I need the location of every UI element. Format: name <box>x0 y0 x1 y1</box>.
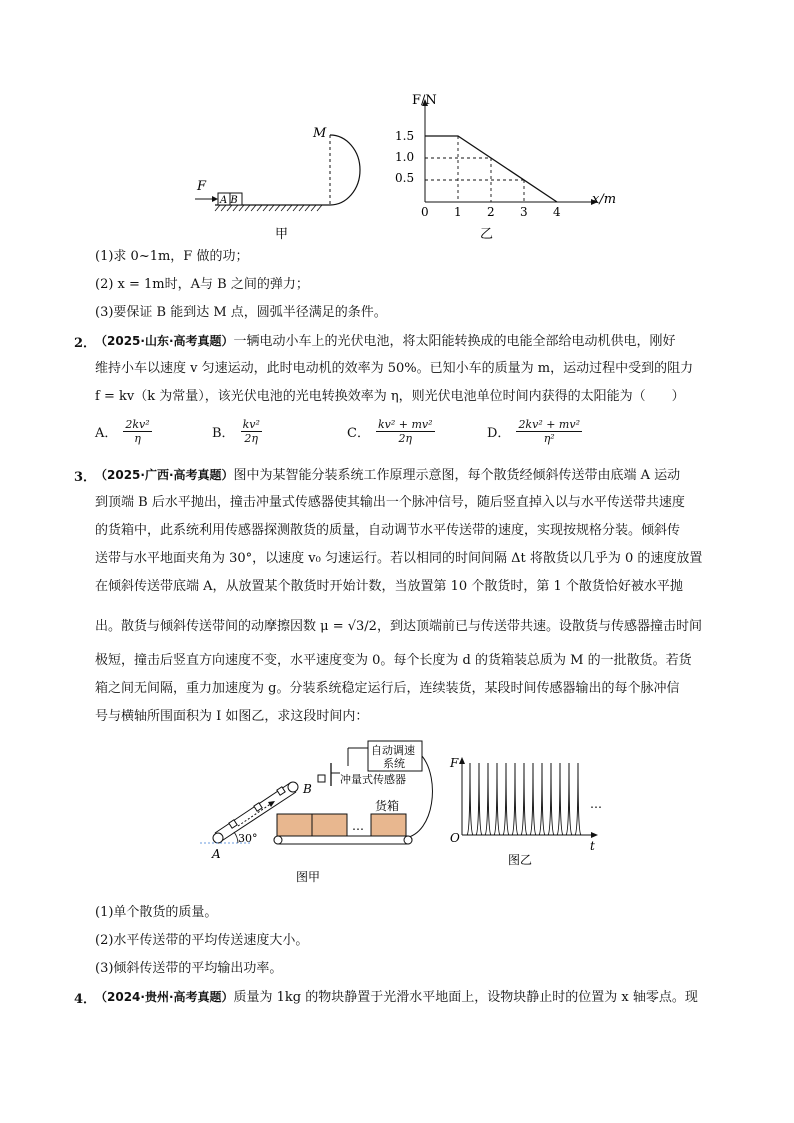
y-tick: 1.5 <box>395 129 415 143</box>
q3-part-2: (2)水平传送带的平均传送速度大小。 <box>95 933 309 948</box>
pulse <box>575 763 581 835</box>
x-axis-label: x/m <box>592 192 617 207</box>
pulse <box>566 763 572 835</box>
q2-option-d[interactable] <box>487 418 582 445</box>
graph-x-label: t <box>590 839 595 853</box>
pulse <box>548 763 554 835</box>
cargo-label: 货箱 <box>375 799 400 813</box>
option-fraction: $\frac{\text{kv² + mv²}}{2\eta}$ <box>377 418 433 445</box>
top-figure <box>180 90 640 240</box>
figure-jia-conveyor <box>200 741 432 884</box>
q3-line-1 <box>95 466 680 485</box>
graph-y-label: F <box>450 756 459 770</box>
caption-yi: 乙 <box>480 227 494 240</box>
y-tick: 0.5 <box>395 171 415 185</box>
q2-source: （2025·山东·高考真题） <box>95 334 234 348</box>
y-tick: 1.0 <box>395 150 415 164</box>
q3-line-6: 出。散货与倾斜传送带间的动摩擦因数 μ = √3/2，到达顶端前已与传送带共速。设散货与传感器撞击时间 <box>95 619 702 634</box>
pulse <box>503 763 509 835</box>
q2-line-2: 维持小车以速度 v 匀速运动，此时电动机的效率为 50%。已知小车的质量为 m，运动过程中受到的阻力 <box>95 361 694 376</box>
q4-source: （2024·贵州·高考真题） <box>95 990 234 1004</box>
option-letter: C． <box>347 426 370 441</box>
control-label-2: 系统 <box>383 757 405 770</box>
pulse <box>521 763 527 835</box>
q4-text-1: 质量为 1kg 的物块静置于光滑水平地面上，设物块静止时的位置为 x 轴零点。现 <box>233 990 698 1005</box>
x-tick: 2 <box>487 205 495 219</box>
q2-text-1: 一辆电动小车上的光伏电池，将太阳能转换成的电能全部给电动机供电，刚好 <box>233 334 676 349</box>
q3-part-1: (1)单个散货的质量。 <box>95 905 218 920</box>
q3-line-8: 箱之间无间隔，重力加速度为 g。分装系统稳定运行后，连续装货，某段时间传感器输出的每个脉冲信 <box>95 681 680 696</box>
cargo-box <box>277 814 312 836</box>
x-tick: 3 <box>520 205 528 219</box>
pulse <box>512 763 518 835</box>
q3-line-2: 到顶端 B 后水平抛出，撞击冲量式传感器使其输出一个脉冲信号，随后竖直掉入以与水平传送带共速度 <box>95 495 685 510</box>
option-fraction: $\frac{\text{2kv² + mv²}}{\text{η²}}$ <box>518 418 580 445</box>
pulse <box>557 763 563 835</box>
sensor-box <box>318 775 325 782</box>
option-letter: A． <box>95 426 118 441</box>
pulse-series <box>467 763 581 835</box>
q2-line-1 <box>95 332 676 351</box>
q3-number: 3． <box>74 470 97 485</box>
block-label: A B <box>220 195 238 206</box>
pulse <box>539 763 545 835</box>
x-tick: 0 <box>421 205 429 219</box>
cargo-box <box>371 814 406 836</box>
y-axis-label: F/N <box>412 93 437 108</box>
q3-text-1: 图中为某智能分装系统工作原理示意图，每个散货经倾斜传送带由底端 A 运动 <box>233 468 681 483</box>
option-letter: D． <box>487 426 511 441</box>
q3-line-9: 号与横轴所围面积为 I 如图乙，求这段时间内： <box>95 709 369 724</box>
figure-yi-graph <box>395 93 616 240</box>
q1-part-3: (3)要保证 B 能到达 M 点，圆弧半径满足的条件。 <box>95 305 387 320</box>
q4-line-1 <box>95 988 698 1007</box>
point-m: M <box>313 126 327 141</box>
force-label: F <box>197 179 207 194</box>
pulse <box>494 763 500 835</box>
option-letter: B． <box>212 426 235 441</box>
force-curve <box>425 136 557 202</box>
option-fraction: $\frac{\text{kv²}}{2\eta}$ <box>242 418 260 445</box>
pulse <box>476 763 482 835</box>
angle-label: 30° <box>238 832 258 845</box>
sensor-label: 冲量式传感器 <box>340 773 406 786</box>
q2-option-c[interactable] <box>347 418 435 445</box>
x-tick: 1 <box>454 205 462 219</box>
q3-figure <box>200 738 620 888</box>
q2-line-3: f = kv（k 为常量），该光伏电池的光电转换效率为 η，则光伏电池单位时间内获得的太阳能为（ ） <box>95 389 685 404</box>
caption-tu-yi: 图乙 <box>508 853 533 867</box>
q2-option-a[interactable] <box>95 418 152 445</box>
q4-number: 4． <box>74 992 97 1007</box>
semicircle-track <box>330 135 360 205</box>
q2-option-b[interactable] <box>212 418 262 445</box>
x-tick: 4 <box>553 205 561 219</box>
cargo-dots: … <box>352 819 364 833</box>
q1-part-1: (1)求 0~1m，F 做的功； <box>95 249 249 264</box>
q3-part-3: (3)倾斜传送带的平均输出功率。 <box>95 961 283 976</box>
q3-line-7: 极短，撞击后竖直方向速度不变，水平速度变为 0。每个长度为 d 的货箱装总质为 M 的一批散货。若货 <box>95 653 692 668</box>
point-a: A <box>212 847 221 861</box>
option-fraction: $\frac{\text{2kv²}}{\eta}$ <box>125 418 150 445</box>
pulse-dots: … <box>590 797 602 811</box>
control-label-1: 自动调速 <box>371 744 415 757</box>
q3-line-3: 的货箱中，此系统利用传感器探测散货的质量，自动调节水平传送带的速度，实现按规格分装。倾斜传 <box>95 523 681 538</box>
cargo-box <box>312 814 347 836</box>
pulse <box>530 763 536 835</box>
figure-yi-pulse-graph <box>449 756 602 867</box>
q3-source: （2025·广西·高考真题） <box>95 468 234 482</box>
point-b: B <box>303 782 312 796</box>
graph-origin: O <box>450 831 460 845</box>
q3-line-4: 送带与水平地面夹角为 30°，以速度 v₀ 匀速运行。若以相同的时间间隔 Δt 将散货以几乎为 0 的速度放置 <box>95 551 703 566</box>
figure-jia <box>195 126 360 240</box>
q3-line-5: 在倾斜传送带底端 A，从放置某个散货时开始计数，当放置第 10 个散货时，第 1 个散货恰好被水平抛 <box>95 579 683 594</box>
q2-number: 2． <box>74 336 97 351</box>
caption-tu-jia: 图甲 <box>296 870 321 884</box>
caption-jia: 甲 <box>275 227 289 240</box>
pulse <box>467 763 473 835</box>
pulse <box>485 763 491 835</box>
q1-part-2: (2) x = 1m时，A与 B 之间的弹力； <box>95 277 309 292</box>
